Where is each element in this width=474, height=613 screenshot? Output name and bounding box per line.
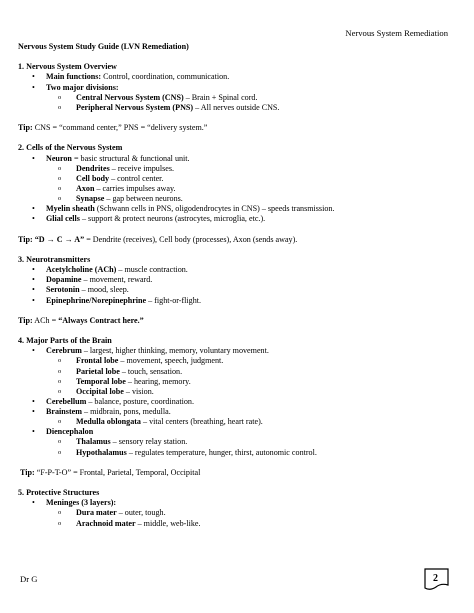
sub-list-item	[18, 417, 458, 427]
list-item	[18, 265, 458, 275]
term: Epinephrine/Norepinephrine	[46, 295, 147, 305]
definition: Control, coordination, communication.	[101, 72, 230, 82]
term: Arachnoid mater	[76, 518, 136, 528]
sub-list-item	[18, 93, 458, 103]
definition: – outer, tough.	[116, 508, 166, 518]
term: Frontal lobe	[76, 356, 119, 366]
section-heading: 3. Neurotransmitters	[18, 254, 91, 264]
bullet-marker: •	[32, 498, 35, 508]
bullet-marker: •	[32, 407, 35, 417]
bullet-marker: •	[32, 82, 35, 92]
sub-bullet-marker: o	[58, 174, 62, 182]
sub-bullet-marker: o	[58, 438, 62, 446]
term: Dendrites	[76, 163, 110, 173]
term: Parietal lobe	[76, 366, 120, 376]
sub-bullet-marker: o	[58, 519, 62, 527]
term: Cerebrum	[46, 346, 82, 356]
term: Medulla oblongata	[76, 417, 141, 427]
sub-list-item	[18, 448, 458, 458]
sub-bullet-marker: o	[58, 367, 62, 375]
definition: (Schwann cells in PNS, oligodendrocytes in CNS) – speeds transmission.	[94, 204, 335, 214]
bullet-marker: •	[32, 295, 35, 305]
tip	[18, 316, 458, 326]
tip-label: Tip:	[18, 315, 33, 325]
sub-bullet-marker: o	[58, 448, 62, 456]
list-item	[18, 154, 458, 164]
term: Glial cells	[46, 214, 80, 224]
bullet-marker: •	[32, 214, 35, 224]
definition: – balance, posture, coordination.	[86, 396, 194, 406]
definition: – Brain + Spinal cord.	[183, 92, 258, 102]
tip-label: Tip:	[20, 467, 35, 477]
list-item	[18, 296, 458, 306]
sub-list-item	[18, 164, 458, 174]
tip-text: “F-P-T-O” = Frontal, Parietal, Temporal, Occipital	[34, 467, 201, 477]
footer-author: Dr G	[20, 574, 38, 584]
sub-bullet-marker: o	[58, 195, 62, 203]
term: Central Nervous System (CNS)	[76, 92, 184, 102]
sub-bullet-marker: o	[58, 164, 62, 172]
definition: – vision.	[123, 386, 154, 396]
document-body	[18, 42, 458, 529]
term: Peripheral Nervous System (PNS)	[76, 102, 194, 112]
bullet-marker: •	[32, 204, 35, 214]
definition: – vital centers (breathing, heart rate).	[140, 417, 263, 427]
section-heading: 2. Cells of the Nervous System	[18, 143, 123, 153]
page-number: 2	[433, 573, 438, 584]
term: Main functions:	[46, 72, 102, 82]
list-item	[18, 427, 458, 437]
list-item	[18, 285, 458, 295]
term: Two major divisions:	[46, 82, 119, 92]
definition: – midbrain, pons, medulla.	[81, 407, 171, 417]
term: Meninges (3 layers):	[46, 498, 117, 508]
bullet-marker: •	[32, 265, 35, 275]
running-header: Nervous System Remediation	[345, 28, 448, 38]
sub-list-item	[18, 377, 458, 387]
sub-bullet-marker: o	[58, 357, 62, 365]
list-item	[18, 83, 458, 93]
term: Axon	[76, 183, 95, 193]
sub-bullet-marker: o	[58, 387, 62, 395]
tip	[18, 235, 458, 245]
definition: – support & protect neurons (astrocytes, microglia, etc.).	[79, 214, 266, 224]
section-heading: 5. Protective Structures	[18, 488, 100, 498]
tip-text: CNS = “command center,” PNS = “delivery system.”	[32, 123, 208, 133]
term: Brainstem	[46, 407, 82, 417]
definition: – middle, web-like.	[135, 518, 201, 528]
bullet-marker: •	[32, 346, 35, 356]
term: Cell body	[76, 173, 110, 183]
sub-bullet-marker: o	[58, 184, 62, 192]
definition: – carries impulses away.	[94, 183, 176, 193]
document-title: Nervous System Study Guide (LVN Remediation)	[18, 42, 189, 51]
sub-list-item	[18, 508, 458, 518]
list-item	[18, 346, 458, 356]
sub-list-item	[18, 174, 458, 184]
term: Neuron	[46, 153, 72, 163]
sub-list-item	[18, 437, 458, 447]
term: Dopamine	[46, 275, 82, 285]
section-heading: 4. Major Parts of the Brain	[18, 336, 112, 346]
tip-label: Tip:	[18, 123, 33, 133]
sub-bullet-marker: o	[58, 93, 62, 101]
definition: – All nerves outside CNS.	[193, 102, 280, 112]
term: Thalamus	[76, 437, 111, 447]
definition: = basic structural & functional unit.	[71, 153, 190, 163]
bullet-marker: •	[32, 275, 35, 285]
tip	[18, 123, 458, 133]
sub-list-item	[18, 519, 458, 529]
term: Cerebellum	[46, 396, 87, 406]
bullet-marker: •	[32, 285, 35, 295]
tip-text: ACh =	[32, 315, 59, 325]
tip	[18, 468, 458, 478]
list-item	[18, 407, 458, 417]
term: Myelin sheath	[46, 204, 95, 214]
definition: – muscle contraction.	[116, 265, 188, 275]
section-heading: 1. Nervous System Overview	[18, 62, 117, 72]
definition: – touch, sensation.	[119, 366, 183, 376]
term: Synapse	[76, 194, 105, 204]
list-item	[18, 214, 458, 224]
bullet-marker: •	[32, 153, 35, 163]
sub-list-item	[18, 387, 458, 397]
definition: – gap between neurons.	[104, 194, 183, 204]
definition: – largest, higher thinking, memory, voluntary movement.	[81, 346, 269, 356]
list-item	[18, 397, 458, 407]
sub-list-item	[18, 184, 458, 194]
bullet-marker: •	[32, 72, 35, 82]
sub-list-item	[18, 356, 458, 366]
tip-label: Tip: “D → C → A”	[18, 234, 85, 244]
definition: – hearing, memory.	[125, 376, 191, 386]
sub-list-item	[18, 103, 458, 113]
term: Serotonin	[46, 285, 80, 295]
term: Temporal lobe	[76, 376, 126, 386]
sub-list-item	[18, 194, 458, 204]
term: Acetylcholine (ACh)	[46, 265, 117, 275]
tip-emphasis: “Always Contract here.”	[58, 315, 144, 325]
definition: – movement, speech, judgment.	[118, 356, 224, 366]
term: Diencephalon	[46, 427, 94, 437]
sub-bullet-marker: o	[58, 509, 62, 517]
definition: – mood, sleep.	[79, 285, 129, 295]
list-item	[18, 498, 458, 508]
list-item	[18, 275, 458, 285]
definition: – receive impulses.	[109, 163, 174, 173]
definition: – regulates temperature, hunger, thirst, autonomic control.	[126, 447, 317, 457]
term: Hypothalamus	[76, 447, 127, 457]
definition: – movement, reward.	[81, 275, 153, 285]
bullet-marker: •	[32, 427, 35, 437]
list-item	[18, 204, 458, 214]
list-item	[18, 72, 458, 82]
definition: – fight-or-flight.	[146, 295, 202, 305]
term: Occipital lobe	[76, 386, 124, 396]
term: Dura mater	[76, 508, 117, 518]
tip-text: = Dendrite (receives), Cell body (processes), Axon (sends away).	[84, 234, 298, 244]
sub-bullet-marker: o	[58, 418, 62, 426]
sub-bullet-marker: o	[58, 377, 62, 385]
bullet-marker: •	[32, 396, 35, 406]
definition: – control center.	[109, 173, 164, 183]
definition: – sensory relay station.	[110, 437, 188, 447]
sub-bullet-marker: o	[58, 103, 62, 111]
sub-list-item	[18, 367, 458, 377]
